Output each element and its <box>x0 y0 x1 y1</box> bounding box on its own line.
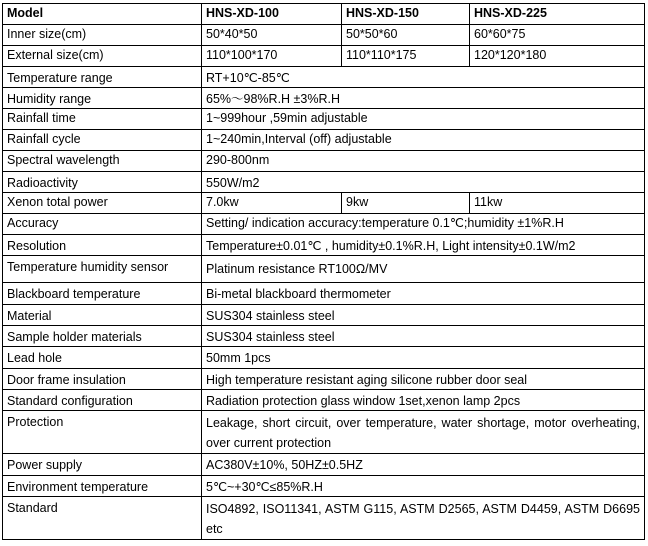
row-label: Resolution <box>3 235 202 256</box>
table-row <box>3 256 645 283</box>
row-label: Rainfall time <box>3 109 202 130</box>
table-row <box>3 151 645 172</box>
row-value: 110*100*170 <box>202 46 342 67</box>
row-value: 110*110*175 <box>342 46 470 67</box>
row-value: RT+10℃-85℃ <box>202 67 645 88</box>
spec-table <box>2 3 645 540</box>
row-label: Environment temperature <box>3 476 202 497</box>
row-label: Spectral wavelength <box>3 151 202 172</box>
row-value: 5℃~+30℃≤85%R.H <box>202 476 645 497</box>
table-row <box>3 88 645 109</box>
row-value: Setting/ indication accuracy:temperature 0.1℃;humidity ±1%R.H <box>202 214 645 235</box>
table-row <box>3 411 645 454</box>
row-value: 65%～98%R.H ±3%R.H <box>202 88 645 109</box>
row-value: SUS304 stainless steel <box>202 326 645 347</box>
row-value: Radiation protection glass window 1set,xenon lamp 2pcs <box>202 390 645 411</box>
row-value: 1~240min,Interval (off) adjustable <box>202 130 645 151</box>
header-model-3: HNS-XD-225 <box>470 4 645 25</box>
row-value: 290-800nm <box>202 151 645 172</box>
table-row <box>3 130 645 151</box>
row-value: 50mm 1pcs <box>202 347 645 369</box>
row-value: Platinum resistance RT100Ω/MV <box>202 256 645 283</box>
table-row <box>3 214 645 235</box>
row-value: 60*60*75 <box>470 25 645 46</box>
table-row <box>3 109 645 130</box>
row-value: 1~999hour ,59min adjustable <box>202 109 645 130</box>
row-value: 50*50*60 <box>342 25 470 46</box>
row-label: Door frame insulation <box>3 369 202 390</box>
row-label: Blackboard temperature <box>3 283 202 305</box>
table-row <box>3 46 645 67</box>
row-value: Bi-metal blackboard thermometer <box>202 283 645 305</box>
row-label: Xenon total power <box>3 193 202 214</box>
row-value: Leakage, short circuit, over temperature, water shortage, motor overheating, over current protection <box>202 411 645 454</box>
row-label: Standard configuration <box>3 390 202 411</box>
row-value: Temperature±0.01℃ , humidity±0.1%R.H, Light intensity±0.1W/m2 <box>202 235 645 256</box>
row-label: Rainfall cycle <box>3 130 202 151</box>
table-row <box>3 326 645 347</box>
row-label: Temperature humidity sensor <box>3 256 202 283</box>
row-value: 550W/m2 <box>202 172 645 193</box>
table-row <box>3 172 645 193</box>
row-value: 50*40*50 <box>202 25 342 46</box>
row-label: External size(cm) <box>3 46 202 67</box>
table-row <box>3 369 645 390</box>
row-value: 7.0kw <box>202 193 342 214</box>
row-label: Lead hole <box>3 347 202 369</box>
table-row <box>3 305 645 326</box>
row-value: 120*120*180 <box>470 46 645 67</box>
row-label: Material <box>3 305 202 326</box>
table-row <box>3 283 645 305</box>
row-label: Sample holder materials <box>3 326 202 347</box>
row-value: ISO4892, ISO11341, ASTM G115, ASTM D2565, ASTM D4459, ASTM D6695 etc <box>202 497 645 540</box>
row-label: Standard <box>3 497 202 540</box>
row-label: Radioactivity <box>3 172 202 193</box>
row-value: SUS304 stainless steel <box>202 305 645 326</box>
row-value: 9kw <box>342 193 470 214</box>
table-row <box>3 390 645 411</box>
header-model-1: HNS-XD-100 <box>202 4 342 25</box>
row-label: Power supply <box>3 454 202 476</box>
row-label: Temperature range <box>3 67 202 88</box>
row-label: Protection <box>3 411 202 454</box>
row-value: AC380V±10%, 50HZ±0.5HZ <box>202 454 645 476</box>
row-label: Accuracy <box>3 214 202 235</box>
table-row <box>3 235 645 256</box>
row-label: Inner size(cm) <box>3 25 202 46</box>
table-row <box>3 67 645 88</box>
table-row <box>3 454 645 476</box>
table-row <box>3 193 645 214</box>
table-row <box>3 476 645 497</box>
table-row <box>3 25 645 46</box>
header-model-2: HNS-XD-150 <box>342 4 470 25</box>
header-model-label: Model <box>3 4 202 25</box>
row-value: High temperature resistant aging silicone rubber door seal <box>202 369 645 390</box>
row-value: 11kw <box>470 193 645 214</box>
row-label: Humidity range <box>3 88 202 109</box>
table-row <box>3 347 645 369</box>
table-header-row <box>3 4 645 25</box>
table-row <box>3 497 645 540</box>
